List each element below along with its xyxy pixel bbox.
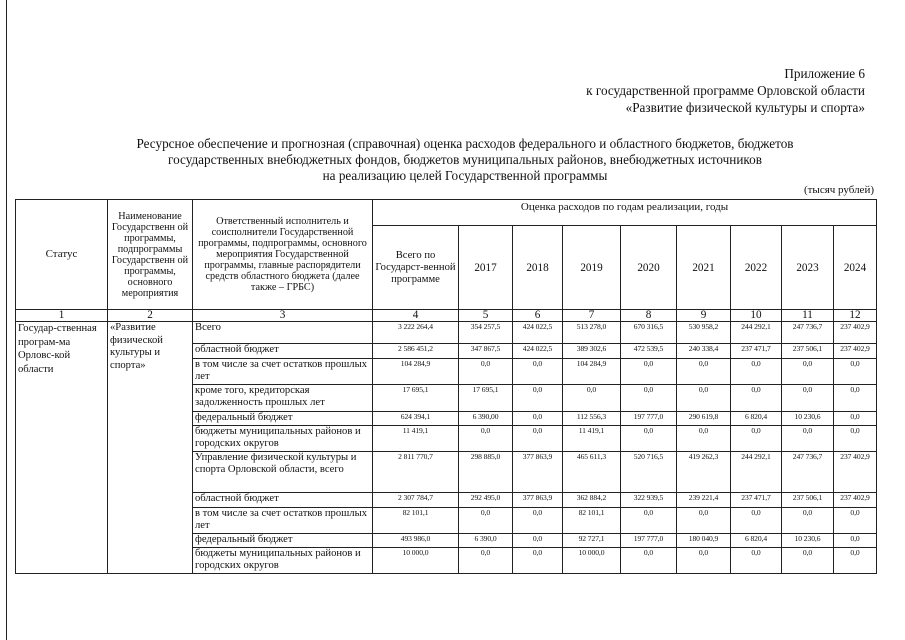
year-value-cell: 237 506,1 [782,493,834,508]
column-number: 10 [731,310,782,322]
year-value-cell: 197 777,0 [621,412,677,426]
total-value-cell: 2 586 451,2 [373,344,459,359]
year-value-cell: 11 419,1 [563,426,621,452]
year-value-cell: 247 736,7 [782,322,834,344]
header-year: 2022 [731,226,782,310]
year-value-cell: 377 863,9 [513,493,563,508]
year-value-cell: 6 820,4 [731,412,782,426]
column-number: 5 [459,310,513,322]
total-value-cell: 3 222 264,4 [373,322,459,344]
year-value-cell: 0,0 [459,426,513,452]
year-value-cell: 0,0 [513,412,563,426]
year-value-cell: 0,0 [731,359,782,385]
header-responsible: Ответственный исполнитель и соисполнители Государственной программы, подпрограммы, основного мероприятия Государственной программы, главные распорядители средств областного бюджета (далее также – ГРБС) [193,200,373,310]
year-value-cell: 0,0 [834,534,877,548]
row-label: областной бюджет [193,493,373,508]
year-value-cell: 82 101,1 [563,508,621,534]
row-label: бюджеты муниципальных районов и городских округов [193,548,373,574]
year-value-cell: 240 338,4 [677,344,731,359]
year-value-cell: 237 402,9 [834,452,877,493]
year-value-cell: 0,0 [513,385,563,412]
year-value-cell: 0,0 [834,548,877,574]
row-label: Управление физической культуры и спорта Орловской области, всего [193,452,373,493]
year-value-cell: 0,0 [621,359,677,385]
year-value-cell: 377 863,9 [513,452,563,493]
total-value-cell: 493 986,0 [373,534,459,548]
year-value-cell: 0,0 [782,508,834,534]
year-value-cell: 237 471,7 [731,493,782,508]
column-number: 11 [782,310,834,322]
year-value-cell: 0,0 [621,508,677,534]
year-value-cell: 0,0 [834,385,877,412]
header-year: 2018 [513,226,563,310]
appendix-line-1: Приложение 6 [784,66,865,81]
year-value-cell: 6 390,00 [459,412,513,426]
year-value-cell: 112 556,3 [563,412,621,426]
total-value-cell: 104 284,9 [373,359,459,385]
total-value-cell: 2 811 770,7 [373,452,459,493]
year-value-cell: 0,0 [513,359,563,385]
row-label: бюджеты муниципальных районов и городских округов [193,426,373,452]
year-value-cell: 0,0 [513,426,563,452]
column-number: 7 [563,310,621,322]
year-value-cell: 0,0 [513,548,563,574]
year-value-cell: 465 611,3 [563,452,621,493]
column-number: 3 [193,310,373,322]
year-value-cell: 0,0 [834,359,877,385]
year-value-cell: 0,0 [782,426,834,452]
column-number-row [16,310,877,322]
year-value-cell: 237 471,7 [731,344,782,359]
year-value-cell: 0,0 [782,548,834,574]
year-value-cell: 237 506,1 [782,344,834,359]
appendix-line-2: к государственной программе Орловской области [586,83,865,98]
year-value-cell: 10 230,6 [782,534,834,548]
year-value-cell: 237 402,9 [834,344,877,359]
year-value-cell: 244 292,1 [731,322,782,344]
year-value-cell: 0,0 [677,548,731,574]
year-value-cell: 10 000,0 [563,548,621,574]
document-title-line-1: Ресурсное обеспечение и прогнозная (справочная) оценка расходов федерального и областного бюджетов, бюджетов [136,136,794,151]
total-value-cell: 11 419,1 [373,426,459,452]
total-value-cell: 82 101,1 [373,508,459,534]
year-value-cell: 389 302,6 [563,344,621,359]
year-value-cell: 0,0 [677,508,731,534]
year-value-cell: 237 402,9 [834,322,877,344]
year-value-cell: 0,0 [621,385,677,412]
header-year: 2023 [782,226,834,310]
total-value-cell: 2 307 784,7 [373,493,459,508]
year-value-cell: 237 402,9 [834,493,877,508]
year-value-cell: 10 230,6 [782,412,834,426]
year-value-cell: 0,0 [731,385,782,412]
year-value-cell: 513 278,0 [563,322,621,344]
year-value-cell: 298 885,0 [459,452,513,493]
row-label: в том числе за счет остатков прошлых лет [193,508,373,534]
year-value-cell: 0,0 [834,508,877,534]
page-left-border [6,0,7,640]
year-value-cell: 292 495,0 [459,493,513,508]
year-value-cell: 0,0 [677,385,731,412]
column-number: 8 [621,310,677,322]
year-value-cell: 0,0 [513,534,563,548]
year-value-cell: 0,0 [677,426,731,452]
document-title-line-3: на реализацию целей Государственной программы [322,168,608,183]
year-value-cell: 17 695,1 [459,385,513,412]
column-number: 12 [834,310,877,322]
row-label: федеральный бюджет [193,412,373,426]
year-value-cell: 347 867,5 [459,344,513,359]
header-year: 2021 [677,226,731,310]
year-value-cell: 322 939,5 [621,493,677,508]
total-value-cell: 10 000,0 [373,548,459,574]
year-value-cell: 472 539,5 [621,344,677,359]
column-number: 9 [677,310,731,322]
column-number: 4 [373,310,459,322]
year-value-cell: 0,0 [621,426,677,452]
year-value-cell: 0,0 [782,385,834,412]
row-label: в том числе за счет остатков прошлых лет [193,359,373,385]
year-value-cell: 362 884,2 [563,493,621,508]
year-value-cell: 530 958,2 [677,322,731,344]
year-value-cell: 0,0 [459,508,513,534]
row-label: областной бюджет [193,344,373,359]
resource-table [15,199,877,574]
year-value-cell: 0,0 [563,385,621,412]
header-year: 2024 [834,226,877,310]
year-value-cell: 6 390,0 [459,534,513,548]
year-value-cell: 419 262,3 [677,452,731,493]
year-value-cell: 520 716,5 [621,452,677,493]
year-value-cell: 0,0 [621,548,677,574]
header-total: Всего по Государст-венной программе [373,226,459,310]
units-label: (тысяч рублей) [803,184,874,196]
year-value-cell: 670 316,5 [621,322,677,344]
row-label: Всего [193,322,373,344]
program-name-cell: «Развитие физической культуры и спорта» [108,322,193,574]
row-label: федеральный бюджет [193,534,373,548]
year-value-cell: 0,0 [513,508,563,534]
year-value-cell: 239 221,4 [677,493,731,508]
year-value-cell: 0,0 [782,359,834,385]
year-value-cell: 424 022,5 [513,344,563,359]
header-year: 2017 [459,226,513,310]
appendix-line-3: «Развитие физической культуры и спорта» [625,100,865,115]
table-row [16,322,877,344]
year-value-cell: 244 292,1 [731,452,782,493]
document-title-line-2: государственных внебюджетных фондов, бюджетов муниципальных районов, внебюджетных источников [168,152,762,167]
table-body [16,200,877,574]
year-value-cell: 354 257,5 [459,322,513,344]
row-label: кроме того, кредиторская задолженность прошлых лет [193,385,373,412]
header-estimate: Оценка расходов по годам реализации, годы [373,200,877,226]
year-value-cell: 0,0 [459,359,513,385]
year-value-cell: 247 736,7 [782,452,834,493]
year-value-cell: 6 820,4 [731,534,782,548]
header-year: 2019 [563,226,621,310]
year-value-cell: 0,0 [677,359,731,385]
total-value-cell: 624 394,1 [373,412,459,426]
column-number: 1 [16,310,108,322]
header-program-name: Наименование Государственн ой программы, подпрограммы Государственн ой программы, основного мероприятия [108,200,193,310]
column-number: 6 [513,310,563,322]
year-value-cell: 424 022,5 [513,322,563,344]
year-value-cell: 290 619,8 [677,412,731,426]
year-value-cell: 0,0 [834,412,877,426]
year-value-cell: 0,0 [731,426,782,452]
year-value-cell: 0,0 [731,548,782,574]
year-value-cell: 197 777,0 [621,534,677,548]
year-value-cell: 0,0 [459,548,513,574]
header-year: 2020 [621,226,677,310]
header-status: Статус [16,200,108,310]
year-value-cell: 104 284,9 [563,359,621,385]
year-value-cell: 0,0 [834,426,877,452]
year-value-cell: 0,0 [731,508,782,534]
header-row-1 [16,200,877,226]
year-value-cell: 92 727,1 [563,534,621,548]
status-cell: Государ-ственная програм-ма Орловс-кой области [16,322,108,574]
total-value-cell: 17 695,1 [373,385,459,412]
column-number: 2 [108,310,193,322]
year-value-cell: 180 040,9 [677,534,731,548]
